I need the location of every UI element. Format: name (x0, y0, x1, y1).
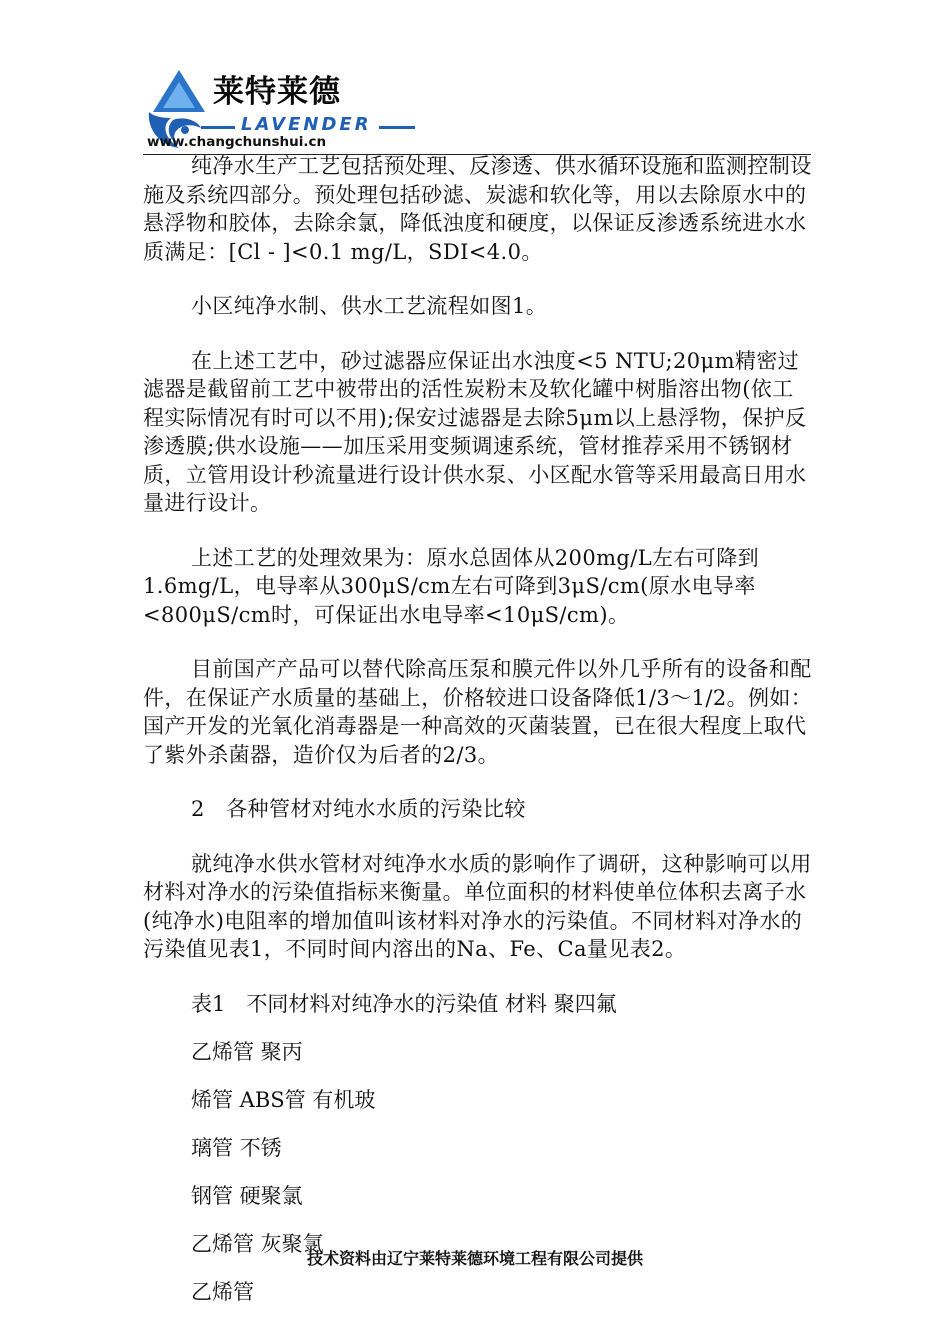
site-url: www.changchunshui.cn (147, 134, 327, 150)
section-heading: 2 各种管材对纯水水质的污染比较 (191, 797, 526, 821)
table-caption-line: 表1 不同材料对纯净水的污染值 材料 聚四氟 (191, 991, 617, 1016)
table-text-line: 璃管 不锈 (191, 1135, 282, 1160)
table-text-line: 乙烯管 聚丙 (191, 1039, 303, 1064)
paragraph: 就纯净水供水管材对纯净水水质的影响作了调研，这种影响可以用材料对净水的污染值指标来衡量。单位面积的材料使单位体积去离子水(纯净水)电阻率的增加值叫该材料对净水的污染值。不同材料对净水的污染值见表1，不同时间内溶出的Na、Fe、Ca量见表2。 (143, 851, 812, 961)
page-header (143, 62, 813, 154)
paragraph: 纯净水生产工艺包括预处理、反渗透、供水循环设施和监测控制设施及系统四部分。预处理包括砂滤、炭滤和软化等，用以去除原水中的悬浮物和胶体，去除余氯，降低浊度和硬度，以保证反渗透系统进水水质满足：[Cl - ]<0.1 mg/L，SDI<4.0。 (143, 154, 812, 264)
brand-line-left (201, 126, 235, 129)
page-footer: 技术资料由辽宁莱特莱德环境工程有限公司提供 (306, 1249, 643, 1268)
brand-name-en: LAVENDER (241, 114, 372, 135)
brand-name-en-row (201, 114, 421, 136)
table-text-line: 钢管 硬聚氯 (191, 1183, 303, 1208)
table-text-line: 烯管 ABS管 有机玻 (191, 1087, 376, 1112)
document-body (143, 152, 813, 1326)
brand-name-cn: 莱特莱德 (213, 74, 341, 110)
brand-line-right (379, 126, 415, 129)
table-text-line: 乙烯管 (191, 1279, 254, 1304)
paragraph: 小区纯净水制、供水工艺流程如图1。 (191, 294, 548, 318)
paragraph: 目前国产产品可以替代除高压泵和膜元件以外几乎所有的设备和配件，在保证产水质量的基础上，价格较进口设备降低1/3～1/2。例如：国产开发的光氧化消毒器是一种高效的灭菌装置，已在很大程度上取代了紫外杀菌器，造价仅为后者的2/3。 (143, 657, 813, 767)
table-text-line: 乙烯管 灰聚氯 (191, 1231, 324, 1256)
paragraph: 上述工艺的处理效果为：原水总固体从200mg/L左右可降到1.6mg/L，电导率从300μS/cm左右可降到3μS/cm(原水电导率<800μS/cm时，可保证出水电导率<10μS/cm)。 (143, 545, 760, 627)
paragraph: 在上述工艺中，砂过滤器应保证出水浊度<5 NTU;20μm精密过滤器是截留前工艺中被带出的活性炭粉末及软化罐中树脂溶出物(依工程实际情况有时可以不用);保安过滤器是去除5μm以上悬浮物，保护反渗透膜;供水设施——加压采用变频调速系统，管材推荐采用不锈钢材质，立管用设计秒流量进行设计供水泵、小区配水管等采用最高日用水量进行设计。 (143, 348, 807, 515)
